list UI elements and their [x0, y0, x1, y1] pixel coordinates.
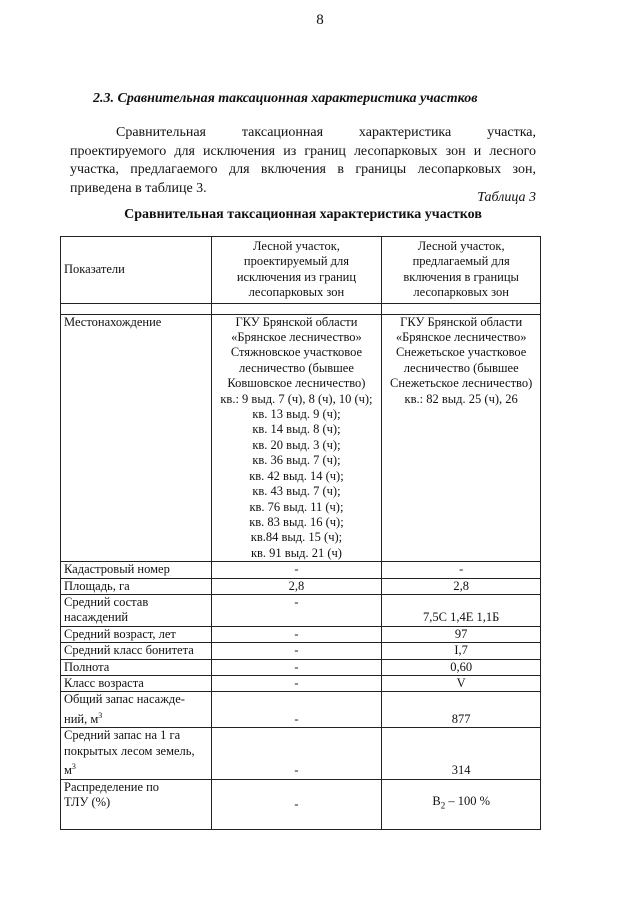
table-row — [61, 643, 541, 659]
cell-excluded: - — [211, 779, 382, 829]
table-row-stock-total — [61, 692, 541, 728]
table-label: Таблица 3 — [477, 190, 536, 205]
section-heading: 2.3. Сравнительная таксационная характеристика участков — [93, 91, 478, 106]
cell-included: 97 — [382, 626, 541, 642]
table-row-composition — [61, 594, 541, 626]
cell-excluded: - — [211, 659, 382, 675]
row-label: Кадастровый номер — [61, 562, 212, 578]
cell-excluded: - — [211, 626, 382, 642]
table-header-row — [61, 237, 541, 304]
cell-included: 877 — [382, 692, 541, 728]
intro-paragraph: Сравнительная таксационная характеристика участка, проектируемого для исключения из границ лесопарковых зон и лесного участка, предлагаемого для включения в границы лесопарковых зон, приведена в таблице 3. — [70, 125, 536, 196]
table-row-distribution — [61, 779, 541, 829]
table-title: Сравнительная таксационная характеристика участков — [124, 207, 482, 222]
table-row — [61, 675, 541, 691]
row-label: Средний состав насаждений — [61, 594, 212, 626]
row-label: Класс возраста — [61, 675, 212, 691]
cell-excluded: - — [211, 675, 382, 691]
row-label: Средний класс бонитета — [61, 643, 212, 659]
cell-included: $B_2 - 100$ % — [382, 779, 541, 829]
page-number: 8 — [316, 12, 324, 28]
cell-excluded: - — [211, 728, 382, 779]
cell-included: 7,5С 1,4Е 1,1Б — [382, 594, 541, 626]
table-row — [61, 626, 541, 642]
table-row — [61, 659, 541, 675]
table-row-location — [61, 314, 541, 562]
row-label-location: Местонахождение — [61, 314, 212, 562]
row-label: Распределение по ТЛУ (%) — [61, 779, 212, 829]
header-included-plot: Лесной участок, предлагаемый для включения в границы лесопарковых зон — [382, 237, 541, 304]
cell-excluded: - — [211, 594, 382, 626]
location-excluded: ГКУ Брянской области «Брянское лесничество» Стяжновское участковое лесничество (бывшее Ковшовское лесничество) кв.: 9 выд. 7 (ч), 8 (ч), 10 (ч); кв. 13 выд. 9 (ч); кв. 14 выд. 8 (ч); кв. 20 выд. 3 (ч); кв. 36 выд. 7 (ч); кв. 42 выд. 14 (ч); кв. 43 выд. 7 (ч); кв. 76 выд. 11 (ч); кв. 83 выд. 16 (ч); кв.84 выд. 15 (ч); кв. 91 выд. 21 (ч) — [211, 314, 382, 562]
row-label: Средний возраст, лет — [61, 626, 212, 642]
row-label: Площадь, га — [61, 578, 212, 594]
header-excluded-plot: Лесной участок, проектируемый для исключения из границ лесопарковых зон — [211, 237, 382, 304]
cell-included: 314 — [382, 728, 541, 779]
table-row-stock-per-ha — [61, 728, 541, 779]
cell-excluded: 2,8 — [211, 578, 382, 594]
cell-included: 0,60 — [382, 659, 541, 675]
cell-included: V — [382, 675, 541, 691]
cell-included: - — [382, 562, 541, 578]
row-label: Средний запас на 1 га покрытых лесом земель, $м^3$ — [61, 728, 212, 779]
cell-included: I,7 — [382, 643, 541, 659]
table-spacer-row — [61, 303, 541, 314]
row-label: Полнота — [61, 659, 212, 675]
cell-excluded: - — [211, 692, 382, 728]
comparison-table — [60, 236, 541, 830]
header-indicators: Показатели — [61, 237, 212, 304]
cell-excluded: - — [211, 643, 382, 659]
location-included: ГКУ Брянской области «Брянское лесничество» Снежетьское участковое лесничество (бывшее Снежетьское лесничество) кв.: 82 выд. 25 (ч), 26 — [382, 314, 541, 562]
cell-excluded: - — [211, 562, 382, 578]
table-row — [61, 562, 541, 578]
cell-included: 2,8 — [382, 578, 541, 594]
table-row — [61, 578, 541, 594]
row-label: Общий запас насажде- ний, $м^3$ — [61, 692, 212, 728]
